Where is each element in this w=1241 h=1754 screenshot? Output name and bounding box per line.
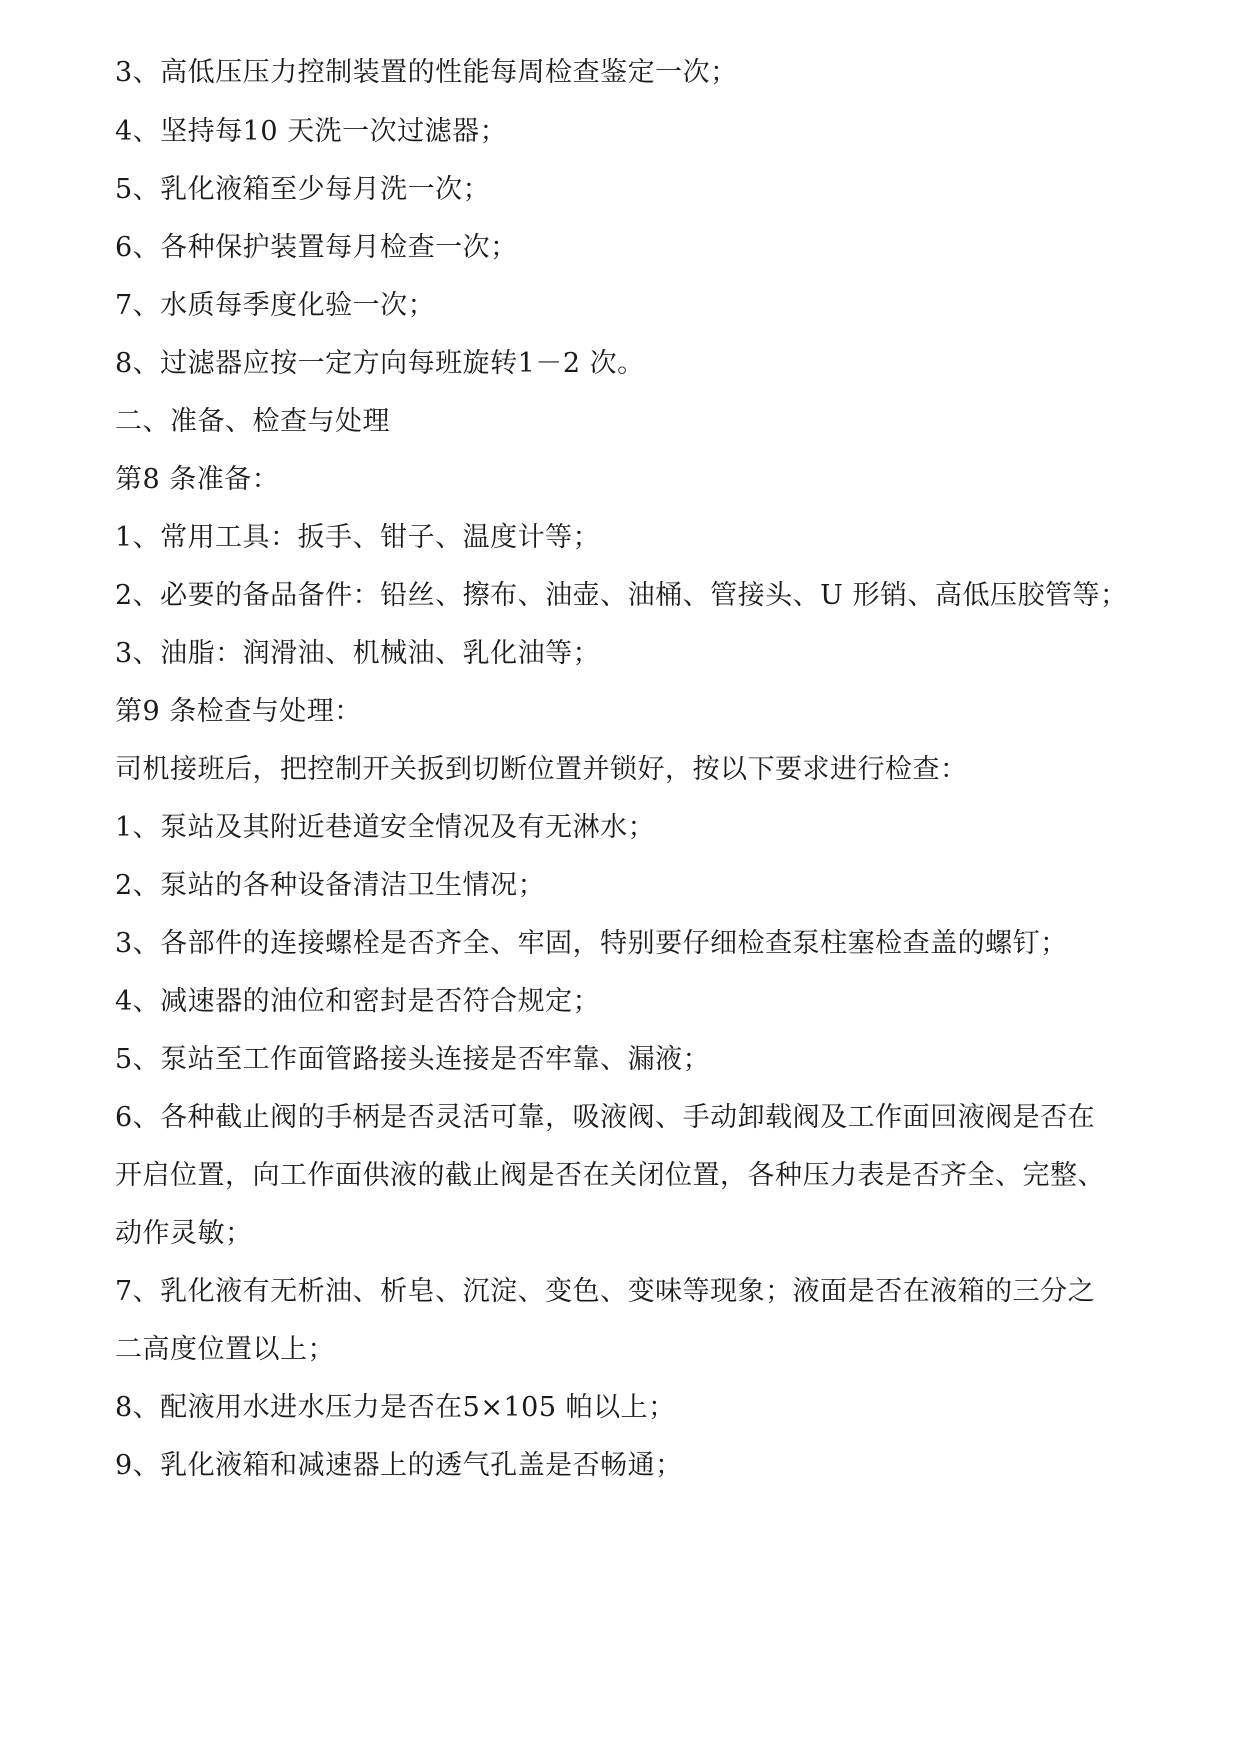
text-line: 8、过滤器应按一定方向每班旋转1－2 次。 <box>115 348 645 379</box>
text-line: 动作灵敏； <box>115 1218 253 1249</box>
article-heading: 第9 条检查与处理： <box>115 696 362 727</box>
text-line: 5、乳化液箱至少每月洗一次； <box>115 174 491 205</box>
text-line: 7、水质每季度化验一次； <box>115 290 436 321</box>
text-line: 4、坚持每10 天洗一次过滤器； <box>115 116 508 147</box>
text-line: 3、油脂：润滑油、机械油、乳化油等； <box>115 638 601 669</box>
text-line: 3、各部件的连接螺栓是否齐全、牢固，特别要仔细检查泵柱塞检查盖的螺钉； <box>115 928 1068 959</box>
text-line: 2、泵站的各种设备清洁卫生情况； <box>115 870 546 901</box>
text-line: 开启位置，向工作面供液的截止阀是否在关闭位置，各种压力表是否齐全、完整、 <box>115 1160 1105 1191</box>
article-heading: 第8 条准备： <box>115 464 280 495</box>
text-line: 6、各种截止阀的手柄是否灵活可靠，吸液阀、手动卸载阀及工作面回液阀是否在 <box>115 1102 1096 1133</box>
text-line: 1、泵站及其附近巷道安全情况及有无淋水； <box>115 812 656 843</box>
text-line: 7、乳化液有无析油、析皂、沉淀、变色、变味等现象；液面是否在液箱的三分之 <box>115 1276 1096 1307</box>
text-line: 1、常用工具：扳手、钳子、温度计等； <box>115 522 601 553</box>
text-line: 6、各种保护装置每月检查一次； <box>115 232 518 263</box>
text-line: 司机接班后，把控制开关扳到切断位置并锁好，按以下要求进行检查： <box>115 754 968 785</box>
text-line: 8、配液用水进水压力是否在5×105 帕以上； <box>115 1392 676 1423</box>
text-line: 9、乳化液箱和减速器上的透气孔盖是否畅通； <box>115 1450 683 1481</box>
text-line: 2、必要的备品备件：铅丝、擦布、油壶、油桶、管接头、U 形销、高低压胶管等； <box>115 580 1128 611</box>
text-line: 5、泵站至工作面管路接头连接是否牢靠、漏液； <box>115 1044 711 1075</box>
section-heading: 二、准备、检查与处理 <box>115 406 390 437</box>
text-line: 二高度位置以上； <box>115 1334 335 1365</box>
text-line: 3、高低压压力控制装置的性能每周检查鉴定一次； <box>115 57 738 88</box>
text-line: 4、减速器的油位和密封是否符合规定； <box>115 986 601 1017</box>
